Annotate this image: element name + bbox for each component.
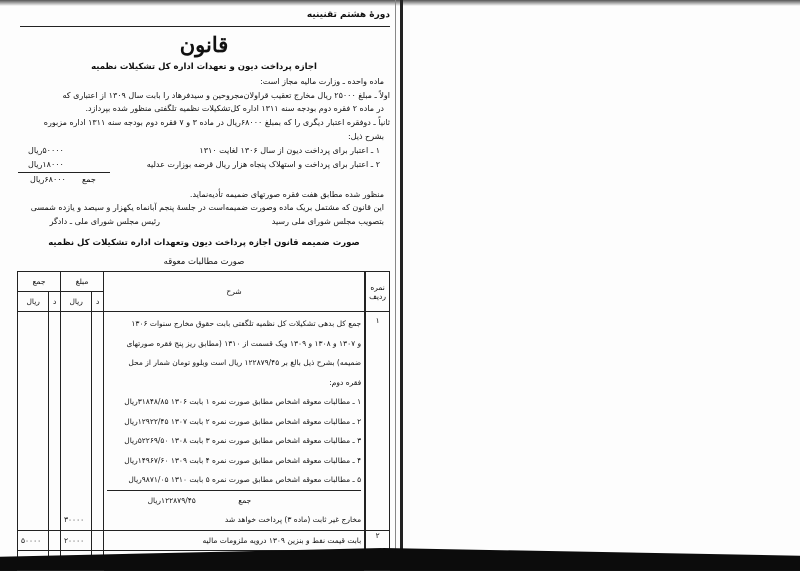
law-subtitle: اجازه پرداخت دیون و تعهدات اداره کل تشکیلات نظمیه xyxy=(91,62,317,72)
body-line: این قانون که مشتمل بریک ماده وصورت ضمیمه‌است در جلسهٔ پنجم آبانماه یکهزار و سیصد و یازده شمسی xyxy=(30,203,384,212)
credit-item: ۲ ـ اعتبار برای پرداخت و استهلاک پنجاه هزار ریال قرضه بوزارت عدلیه xyxy=(146,160,380,169)
header-description: شرح xyxy=(103,272,365,312)
header-row-no: نمره ردیف xyxy=(365,272,389,312)
row-description xyxy=(103,312,365,531)
body-line: در ماده ۲ فقره دوم بودجه سنه ۱۳۱۱ اداره کل‌تشکیلات نظمیه تلگفتی منظور شده بپردازد. xyxy=(85,104,384,113)
desc-line: جمع کل بدهی تشکیلات کل نظمیه تلگفتی بابت حقوق مخارج سنوات ۱۳۰۶ xyxy=(131,319,362,328)
row-no: ۲ xyxy=(365,530,389,550)
sub-item: ۲ ـ مطالبات معوقه اشخاص مطابق صورت نمره ۲ بابت ۱۳۰۷ ۱۲۹۲۲/۴۵ریال xyxy=(124,416,362,426)
amount-cell: ۳۰۰۰۰ xyxy=(60,312,91,531)
total-amount: ۶۸۰۰۰ریال xyxy=(30,175,66,184)
sub-item: ۱ ـ مطالبات معوقه اشخاص مطابق صورت نمره ۱ بابت ۱۳۰۶ ۳۱۸۴۸/۸۵ریال xyxy=(124,397,362,406)
book-gutter xyxy=(400,0,403,560)
desc-line: ضمیمه) بشرح ذیل بالغ بر ۱۲۲۸۷۹/۴۵ ریال است وبلوو تومان شمار از محل xyxy=(128,358,362,367)
body-line: بتصویب مجلس شورای ملی رسید xyxy=(271,217,384,226)
credit-amount: ۵۰۰۰۰ریال xyxy=(28,146,64,155)
body-line: اولاً ـ مبلغ ۲۵۰۰۰ ریال مخارج تعقیب قراولان‌مجروحین و سیدفرهاد را بابت سال ۱۳۰۹ از اعتباری که xyxy=(62,91,390,100)
signature: رئیس مجلس شورای ملی ـ دادگر xyxy=(49,217,160,226)
note: مخارج غیر ثابت (ماده ۳) پرداخت خواهد شد xyxy=(224,515,362,524)
page-title: قانون xyxy=(179,32,229,57)
header-rial: ریال xyxy=(60,292,91,312)
page-edge xyxy=(395,0,396,560)
row-description: بابت قیمت نفط و بنزین ۱۳۰۹ درویه ملزومات مالیه xyxy=(103,530,365,550)
row-no: ۱ xyxy=(365,312,389,531)
desc-line: و ۱۳۰۷ و ۱۳۰۸ و ۱۳۰۹ ویک قسمت از ۱۳۱۰ (مطابق ریز پنج فقره صورتهای xyxy=(126,338,362,348)
header-rial: ریال xyxy=(18,292,49,312)
desc-line: فقره دوم: xyxy=(329,377,362,387)
sub-item: ۳ ـ مطالبات معوقه اشخاص مطابق صورت نمره ۳ بابت ۱۳۰۸ ۵۲۲۶۹/۵۰ریال xyxy=(124,436,362,445)
sub-item: ۵ ـ مطالبات معوقه اشخاص مطابق صورت نمره ۵ بابت ۱۳۱۰ ۹۸۷۱/۰۵ریال xyxy=(107,470,361,491)
header-d: د xyxy=(92,292,104,312)
body-line: منظور شده مطابق هفت فقره صورتهای ضمیمه تأدیه‌نماید. xyxy=(189,190,384,199)
body-line: ثانیاً ـ دوفقره اعتبار دیگری را که بمبلغ ۶۸۰۰۰ریال در ماده ۳ و ۷ فقره دوم بودجه سنه ۱۳۱۱ اداره مزبوره xyxy=(43,118,390,127)
body-line: بشرح ذیل: xyxy=(347,132,384,141)
arrears-table xyxy=(17,271,390,571)
table-title: صورت مطالبات معوقه xyxy=(163,257,245,267)
credit-amount: ۱۸۰۰۰ریال xyxy=(28,160,64,169)
total-label: جمع xyxy=(82,175,96,184)
attachment-title: صورت ضمیمه قانون اجازه پرداخت دیون وتعهدات اداره تشکیلات کل نظمیه xyxy=(48,238,360,248)
right-page-blank xyxy=(404,0,800,560)
header-rule xyxy=(20,26,390,27)
total-cell: ۵۰۰۰۰ xyxy=(18,530,49,550)
amount-cell: ۲۰۰۰۰ xyxy=(60,530,91,550)
header-d: د xyxy=(49,292,61,312)
sum-rule xyxy=(18,172,110,173)
sub-total: جمع ۱۲۲۸۷۹/۴۵ریال xyxy=(147,495,252,505)
header-amount: مبلغ xyxy=(60,272,103,292)
credit-item: ۱ ـ اعتبار برای پرداخت دیون از سال ۱۳۰۶ لغایت ۱۳۱۰ xyxy=(199,146,380,155)
left-page xyxy=(18,0,390,560)
sub-item: ۴ ـ مطالبات معوقه اشخاص مطابق صورت نمره ۴ بابت ۱۳۰۹ ۱۴۹۶۷/۶۰ریال xyxy=(124,455,362,465)
header-total: جمع xyxy=(18,272,61,292)
running-head: دورهٔ هشتم تقنینیه xyxy=(306,10,390,20)
body-line: ماده واحده ـ وزارت مالیه مجاز است: xyxy=(260,77,384,86)
